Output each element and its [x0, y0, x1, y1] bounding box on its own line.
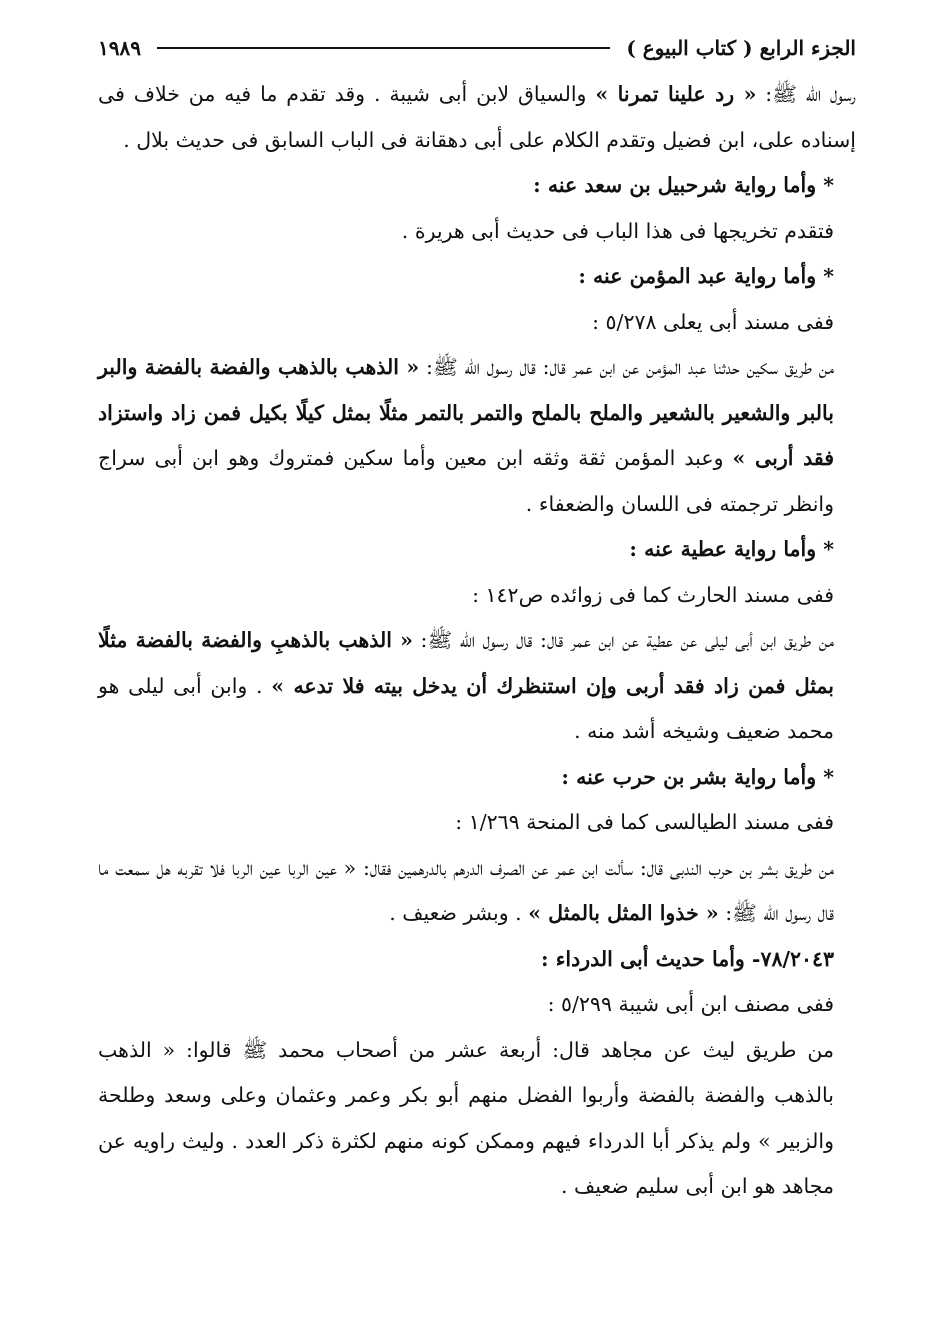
page-number: ١٩٨٩: [98, 36, 141, 60]
section-heading: * وأما رواية عبد المؤمن عنه :: [578, 264, 834, 288]
page-body: [98, 72, 856, 1210]
hadith-quote: « الذهب بالذهبِ والفضة بالفضة مثلًا بمثل فمن زاد فقد أربى وإن استنظرك أن يدخل بيته فلا تدعه »: [98, 628, 834, 698]
text-run: من طريق سكين حدثنا عبد المؤمن عن ابن عمر قال: قال رسول الله ﷺ:: [419, 355, 834, 379]
paragraph: [98, 345, 856, 527]
paragraph: [98, 618, 856, 755]
hadith-quote: « رد علينا تمرنا »: [595, 82, 757, 106]
hadith-quote: « الذهب بالذهب والفضة بالفضة والبر بالبر والشعير بالشعير والملح بالملح والتمر بالتمر مثلًا بمثل كيلًا بكيل فمن زاد واستزاد فقد أربى »: [98, 355, 834, 470]
text-run: من طريق ابن أبى ليلى عن عطية عن ابن عمر قال: قال رسول الله ﷺ:: [412, 628, 834, 652]
paragraph: [98, 72, 856, 163]
source-reference: ففى مصنف ابن أبى شيبة ٥/٢٩٩ :: [547, 992, 834, 1016]
section-heading: * وأما رواية عطية عنه :: [629, 537, 834, 561]
hadith-quote: « خذوا المثل بالمثل »: [528, 901, 719, 925]
section-heading: * وأما رواية بشر بن حرب عنه :: [561, 764, 834, 789]
text-run: . وبشر ضعيف .: [389, 901, 529, 925]
source-reference: ففى مسند الحارث كما فى زوائده ص١٤٢ :: [472, 582, 834, 607]
text-run: . وابن أبى ليلى هو محمد ضعيف وشيخه أشد منه .: [98, 673, 834, 743]
section-heading: * وأما رواية شرحبيل بن سعد عنه :: [533, 173, 834, 197]
paragraph: فتقدم تخريجها فى هذا الباب فى حديث أبى هريرة .: [401, 218, 834, 243]
text-run: من طريق بشر بن حرب الندبى قال: سألت ابن عمر عن الصرف الدرهم بالدرهمين فقال: « عين الربا عين الربا فلا تقربه هل سمعت ما قال رسول الله ﷺ:: [98, 855, 834, 925]
source-reference: ففى مسند الطيالسى كما فى المنحة ١/٢٦٩ :: [455, 810, 834, 834]
section-heading: ٧٨/٢٠٤٣- وأما حديث أبى الدرداء :: [541, 946, 834, 971]
text-run: وعبد المؤمن ثقة وثقه ابن معين وأما سكين فمتروك وهو ابن أبى سراج وانظر ترجمته فى اللسان والضعفاء .: [98, 446, 834, 516]
source-reference: ففى مسند أبى يعلى ٥/٢٧٨ :: [592, 309, 834, 334]
paragraph: من طريق ليث عن مجاهد قال: أربعة عشر من أصحاب محمد ﷺ قالوا: « الذهب بالذهب والفضة بالفضة وأربوا الفضل منهم أبو بكر وعمر وعثمان وعلى وسعد وطلحة والزبير » ولم يذكر أبا الدرداء فيهم وممكن كونه منهم لكثرة ذكر العدد . وليث راويه عن مجاهد هو ابن أبى سليم ضعيف .: [98, 1037, 834, 1198]
header-rule: [157, 47, 610, 49]
page-header: [98, 30, 856, 66]
text-run: والسياق لابن أبى شيبة . وقد تقدم ما فيه من خلاف فى إسناده على، ابن فضيل وتقدم الكلام على أبى دهقانة فى الباب السابق فى حديث بلال .: [98, 82, 856, 152]
header-title: الجزء الرابع ( كتاب البيوع ): [626, 36, 856, 60]
paragraph: [98, 846, 856, 937]
text-run: رسول الله ﷺ:: [756, 82, 856, 106]
